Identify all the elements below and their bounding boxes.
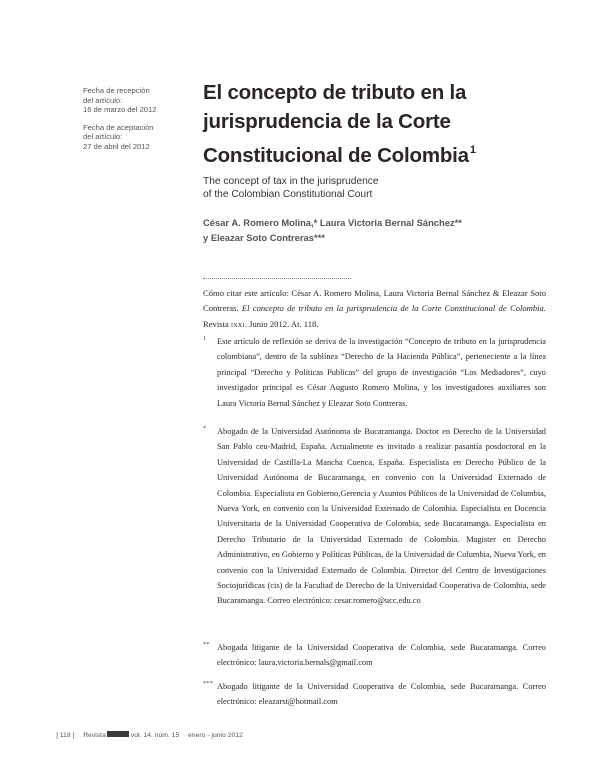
citation-prefix: Cómo citar este artículo: César A. Romero Molina, Laura Victoria Bernal Sánchez & Eleazar Soto Contreras. — [203, 288, 546, 314]
journal-logo-icon — [107, 731, 129, 737]
footnote-divider — [203, 278, 351, 279]
title-line-2: jurisprudencia de la Corte — [203, 110, 451, 133]
page-number: 118 — [59, 732, 71, 739]
received-value: 16 de marzo del 2012 — [83, 105, 157, 115]
citation-article-title: El concepto de tributo en la jurisprudencia de la Corte Constitucional de Colombia. — [241, 303, 546, 314]
citation-journal-name: ixxi — [230, 318, 245, 329]
english-subtitle — [203, 176, 543, 201]
footnote-text: Abogado de la Universidad Autónoma de Bucaramanga. Doctor en Derecho de la Universidad San Pablo ceu-Madrid, España. Actualmente es invitado a realizar pasantía posdoctoral en la Universidad de Castilla-La Mancha Cuenca, España. Especialista en Derecho Público de la Universidad Autónoma de Bucaramanga, en convenio con la Universidad Externado de Colombia. Especialista en Gobierno,Gerencia y Asuntos Públicos de la Universidad de Columbia, Nueva York, en convenio con la Universidad Externado de Colombia. Especialista en Docencia Universitaria de la Universidad Cooperativa de Colombia, sede Bucaramanga. Especialista en Derecho Tributario de la Universidad Externado de Colombia. Magister en Derecho Administrativo, en Gobierno y Políticas Públicas, de la Universidad de Columbia, Nueva York, en convenio con la Universidad Externado de Colombia. Director del Centro de Investigaciones Sociojurídicas (cis) de la Facultad de Derecho de la Universidad Cooperativa de Colombia, sede Bucaramanga. Correo electrónico: cesar.romero@ucc.edu.co — [217, 427, 546, 606]
received-date — [83, 86, 193, 115]
footer-journal: Revista — [83, 732, 106, 739]
title-line-3: Constitucional de Colombia — [203, 144, 469, 167]
subtitle-line-1: The concept of tax in the jurisprudence — [203, 176, 379, 187]
authors-line-2: y Eleazar Soto Contreras*** — [203, 232, 325, 243]
footnote-mark: *** — [203, 680, 213, 687]
citation — [203, 286, 546, 332]
accepted-value: 27 de abril del 2012 — [83, 141, 150, 151]
footnote-author-2 — [203, 640, 546, 671]
accepted-label-1: Fecha de aceptación — [83, 122, 154, 132]
citation-journal: Revista — [203, 318, 231, 329]
authors-line-1: César A. Romero Molina,* Laura Victoria Bernal Sánchez** — [203, 217, 462, 228]
accepted-label-2: del artículo: — [83, 132, 123, 142]
title-line-1: El concepto de tributo en la — [203, 81, 467, 104]
subtitle-line-2: of the Colombian Constitutional Court — [203, 188, 373, 200]
article-dates — [83, 86, 193, 160]
received-label-1: Fecha de recepción — [83, 86, 150, 95]
footnote-text: Este artículo de reflexión se deriva de la investigación “Concepto de tributo en la jurisprudencia colombiana”, dentro de la sublínea “Derecho de la Hacienda Pública”, perteneciente a la línea principal “Derecho y Políticas Publicas” del grupo de investigación “Los Mediadores”, cuyo investigador principal es César Augusto Romero Molina, y los investigadores auxiliares son Laura Victoria Bernal Sánchez y Eleazar Soto Contreras. — [217, 337, 546, 408]
footnote-mark: ** — [203, 641, 210, 648]
article-title — [203, 78, 543, 170]
authors — [203, 215, 543, 245]
footnote-text: Abogado litigante de la Universidad Cooperativa de Colombia, sede Bucaramanga. Correo electrónico: eleazarst@hotmail.com — [217, 682, 546, 707]
footnote-text: Abogada litigante de la Universidad Cooperativa de Colombia, sede Bucaramanga. Correo electrónico: laura.victoria.bernals@gmail.com — [217, 643, 546, 668]
footer-bracket-open: ] — [56, 732, 58, 739]
footer-period: enero - junio 2012 — [188, 732, 243, 739]
received-label-2: del artículo: — [83, 95, 123, 105]
accepted-date — [83, 123, 193, 152]
footnote-1 — [203, 334, 546, 411]
footer-bracket-close: [ — [72, 732, 75, 739]
page-footer — [56, 731, 356, 741]
footnote-author-3 — [203, 679, 546, 710]
footnote-mark: * — [203, 425, 207, 432]
footnote-author-1 — [203, 424, 546, 609]
title-footnote-mark[interactable]: 1 — [469, 144, 476, 156]
footnote-mark: 1 — [203, 335, 207, 342]
citation-suffix: . Junio 2012. At. 118. — [244, 318, 319, 329]
footer-issue: vol. 14. núm. 15 — [130, 732, 180, 739]
